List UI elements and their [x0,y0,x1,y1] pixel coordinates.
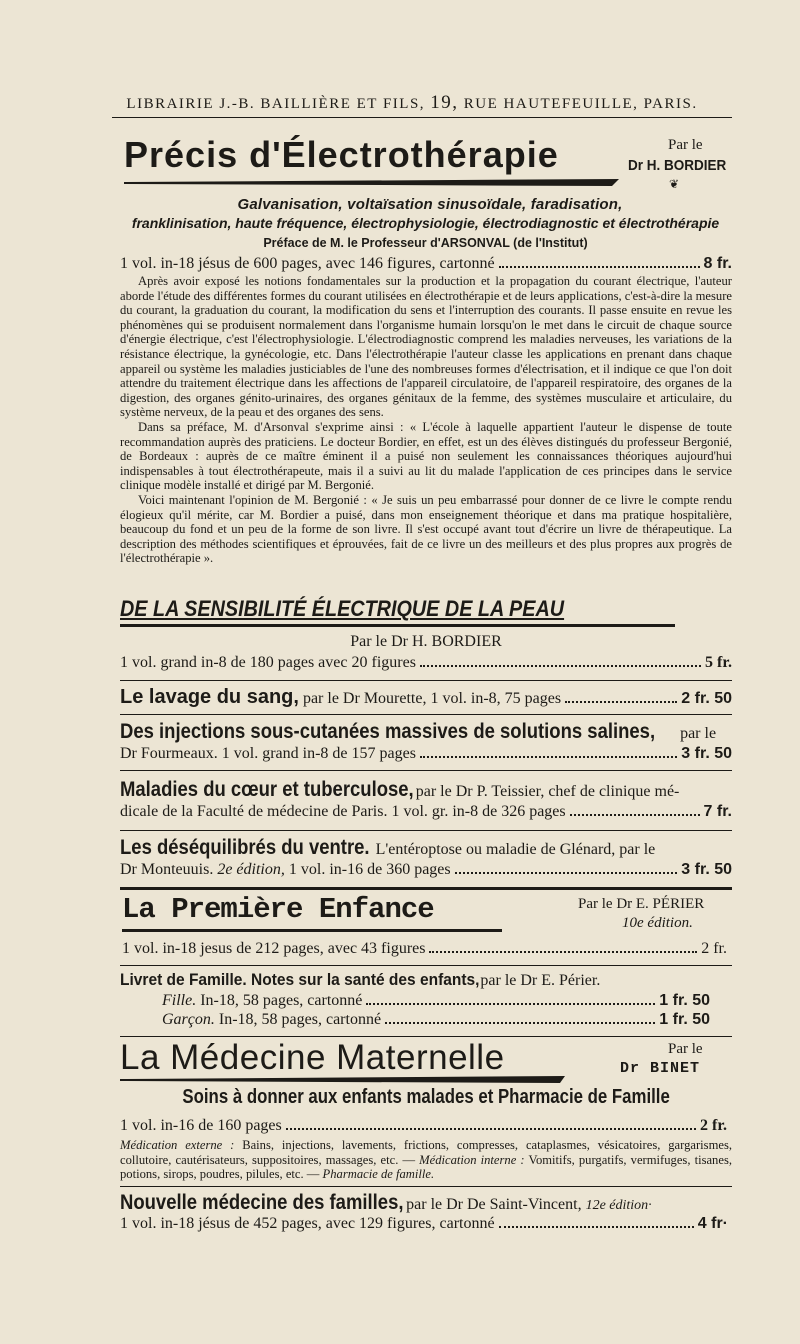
dot-leader [429,951,697,953]
book9-author: Dr BINET [620,1060,701,1077]
book9-title: La Médecine Maternelle [120,1038,505,1077]
separator [120,1186,732,1187]
book10-line-1 [120,1193,750,1215]
publisher-header [112,92,712,114]
book2-price: 5 fr. [705,654,732,671]
book8-fille-price: 1 fr. 50 [659,992,710,1009]
book9-pharmacy-label: Pharmacie de famille. [322,1167,435,1182]
header-left: LIBRAIRIE J.-B. BAILLIÈRE ET FILS, [126,96,426,112]
book1-title-underline [124,179,624,187]
book8-garcon-line [162,1010,710,1029]
book9-author-prefix: Par le [668,1041,703,1057]
dot-leader [499,1226,694,1228]
book9-internal-label: Médication interne : [419,1152,525,1167]
book8-title: Livret de Famille. Notes sur la santé des enfants, [120,971,480,989]
book1-description [120,274,732,566]
dot-leader [565,701,677,703]
book8-garcon-price: 1 fr. 50 [659,1011,710,1028]
book7-title: La Première Enfance [122,893,434,926]
dot-leader [420,665,701,667]
book10-line-2 [120,1214,728,1233]
book9-subtitle [120,1086,732,1109]
book4-line-2 [120,744,732,763]
dot-leader [499,266,700,268]
book9-details-line [120,1116,727,1135]
book9-external: Bains, injections, lavements, frictions, compresses, cataplasmes, vésicatoires, gargarismes, collutoire, cautérisateurs, suppositoires, massages, etc. — [120,1138,732,1167]
book1-price: 8 fr. [703,255,732,272]
book7-edition: 10e édition. [622,915,693,931]
book6-price: 3 fr. 50 [681,861,732,878]
header-rule [112,117,732,118]
book6-edition: 2e édition, [217,861,285,878]
separator [120,965,732,966]
book6-rest-2b: 1 vol. in-16 de 360 pages [288,861,451,878]
book5-rest-1: par le Dr P. Teissier, chef de clinique mé- [415,783,680,800]
book1-title: Précis d'Électrothérapie [124,134,559,175]
book7-title-rule [122,929,502,932]
book9-internal: Vomitifs, purgatifs, vermifuges, tisanes, potions, sirops, poudres, pilules, etc. — [120,1152,732,1182]
book3-line [120,688,732,708]
book7-details: 1 vol. in-18 jesus de 212 pages, avec 43 figures [122,940,426,957]
book6-title: Les déséquilibrés du ventre. [120,836,370,859]
book10-edition: 12e édition· [585,1198,652,1213]
book5-line-2 [120,802,732,821]
book3-price: 2 fr. 50 [681,690,732,707]
book6-rest-2a: Dr Monteuuis. [120,861,214,878]
book1-para-1: Après avoir exposé les notions fondamentales sur la production et la propagation du courant électrique, l'auteur aborde l'étude des différentes formes du courant utilisées en électrothérapie et de leurs applications, c'est-à-dire la mesure du courant, la graduation du courant, la modification du sens et l'interruption des courants. Il passe ensuite en revue les phénomènes qui se produisent normalement dans l'organisme humain lorsqu'on le met dans le circuit de chaque source d'énergie électrique, c'est l'électrophysiologie. L'électrodiagnostic comprend les maladies nerveuses, les variations de la résistance électrique, la gynécologie, etc. Dans l'électrothérapie l'auteur classe les applications en prenant dans chaque appareil ou système les maladies justiciables de l'une des nombreuses formes d'électrisation, et il indique ce que l'on doit attendre du traitement électrique dans les affections de l'appareil circulatoire, de l'appareil respiratoire, des organes de la digestion, des organes génito-urinaires, des organes génitaux de la femme, des systèmes musculaire et articulaire, du système nerveux, de la peau et des organes des sens. [120,274,732,420]
book9-price: 2 fr. [700,1117,727,1134]
book7-price: 2 fr. [701,940,727,957]
book2-title-rule [120,624,675,627]
book9-external-label: Médication externe : [120,1138,235,1152]
dot-leader [420,756,677,758]
book5-title: Maladies du cœur et tuberculose, [120,778,414,801]
separator [120,1036,732,1037]
separator [120,830,732,831]
separator [120,680,732,681]
book9-description [120,1138,732,1182]
book4-rest-2: Dr Fourmeaux. 1 vol. grand in-8 de 157 pages [120,745,416,762]
book8-fille-line [162,991,710,1010]
book5-line-1 [120,780,740,801]
dot-leader [385,1022,655,1024]
book1-subtitle-2: franklinisation, haute fréquence, électrophysiologie, électrodiagnostic et électrothérapie [131,215,720,231]
book9-title-underline [120,1076,570,1084]
book10-price: 4 fr· [697,1215,728,1232]
dot-leader [366,1003,655,1005]
book1-details-line [120,254,732,273]
book7-details-line [122,939,727,958]
separator [120,714,732,715]
book2-details: 1 vol. grand in-8 de 180 pages avec 20 figures [120,654,416,671]
book1-author: Dr H. BORDIER [628,157,727,174]
book8-rest: par le Dr E. Périer. [480,972,601,989]
dot-leader [455,872,678,874]
book1-preface: Préface de M. le Professeur d'ARSONVAL (de l'Institut) [263,236,588,250]
separator [120,770,732,771]
book5-price: 7 fr. [703,803,732,820]
book2-details-line [120,653,732,672]
book2-author: Par le Dr H. BORDIER [350,633,502,650]
separator [120,887,732,890]
book4-price: 3 fr. 50 [681,745,732,762]
book8-fille-details: In-18, 58 pages, cartonné [200,992,363,1009]
book4-line-1 [120,722,740,743]
book1-para-3: Voici maintenant l'opinion de M. Bergonié : « Je suis un peu embarrassé pour donner de ce livre le compte rendu élogieux qu'il mérite, car M. Bordier a puisé, dans mon enseignement théorique et dans ma pratique hospitalière, beaucoup du fond et un peu de la forme de son livre. Il s'est occupé avant tout d'écrire un livre de thérapeutique. La description des méthodes scientifiques et éprouvées, fait de ce livre un des meilleurs et des plus propres aux progrès de l'électrothérapie ». [120,492,732,566]
dot-leader [286,1128,696,1130]
book3-title: Le lavage du sang, [120,686,299,708]
book1-subtitle-1: Galvanisation, voltaïsation sinusoïdale, faradisation, [237,196,623,213]
header-right: RUE HAUTEFEUILLE, PARIS. [463,96,698,112]
book10-rest-1: par le Dr De Saint-Vincent, [406,1196,582,1213]
book7-author: Par le Dr E. PÉRIER [578,896,705,912]
ornament-icon: ❦ [669,177,680,191]
book10-title: Nouvelle médecine des familles, [120,1191,404,1214]
book2-title: DE LA SENSIBILITÉ ÉLECTRIQUE DE LA PEAU [120,596,565,621]
book9-subtitle-text: Soins à donner aux enfants malades et Pharmacie de Famille [182,1086,670,1108]
book6-line-1 [120,838,740,859]
book6-line-2 [120,860,732,879]
book1-details: 1 vol. in-18 jésus de 600 pages, avec 146 figures, cartonné [120,255,495,272]
book8-garcon-label: Garçon. [162,1011,215,1028]
book9-details: 1 vol. in-16 de 160 pages [120,1117,282,1134]
header-number: 19, [430,92,459,113]
book8-fille-label: Fille. [162,992,197,1009]
book10-rest-2: 1 vol. in-18 jésus de 452 pages, avec 129 figures, cartonné [120,1215,495,1232]
book1-author-prefix: Par le [668,137,703,153]
book1-para-2: Dans sa préface, M. d'Arsonval s'exprime ainsi : « L'école à laquelle appartient l'auteur le dispense de toute recommandation auprès des praticiens. Le docteur Bordier, en effet, est un des élèves distingués du professeur Bergonié, de Bordeaux : auprès de ce maître éminent il a puisé non seulement les connaissances théoriques aujourd'hui indispensables à tout électrothérapeute, mais il a suivi au lit du malade l'application de ces principes dans le service clinique modèle installé et dirigé par M. Bergonié. [120,419,732,493]
book8-garcon-details: In-18, 58 pages, cartonné [218,1011,382,1028]
book4-rest-1: par le [680,725,717,742]
book3-rest: par le Dr Mourette, 1 vol. in-8, 75 pages [302,690,562,707]
book8-line-1 [120,971,750,990]
book6-rest-1: L'entéroptose ou maladie de Glénard, par le [375,841,656,858]
dot-leader [570,814,700,816]
book4-title: Des injections sous-cutanées massives de solutions salines, [120,720,656,743]
book5-rest-2: dicale de la Faculté de médecine de Paris. 1 vol. gr. in-8 de 326 pages [120,803,566,820]
